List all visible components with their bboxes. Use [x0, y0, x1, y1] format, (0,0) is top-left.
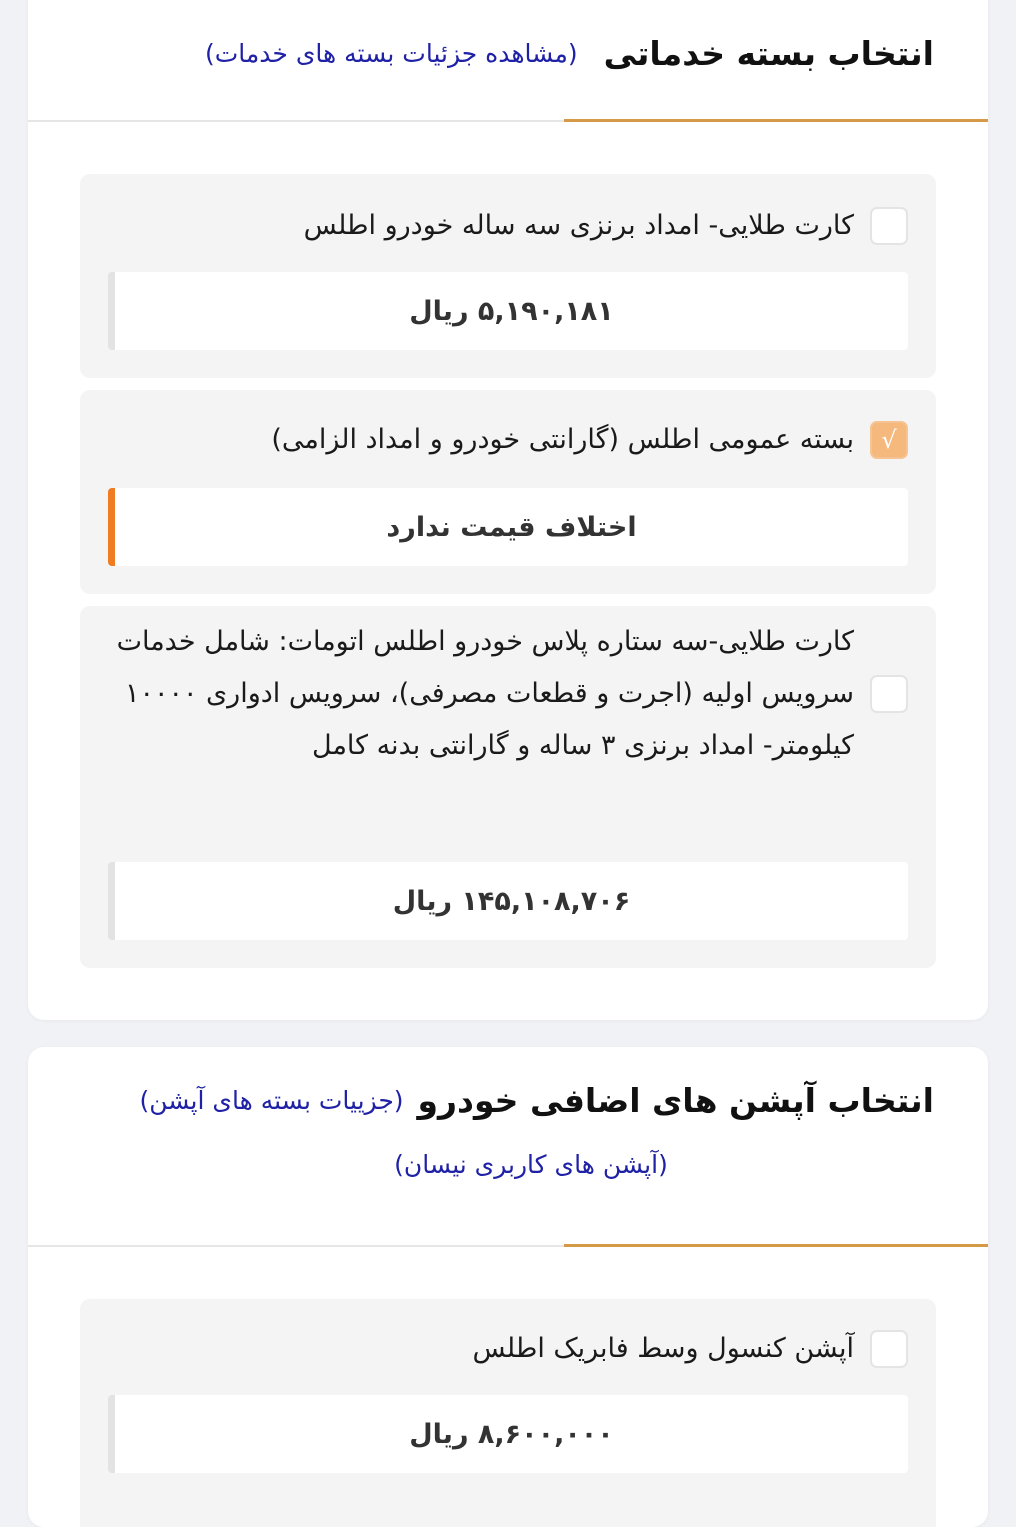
service-package-title: انتخاب بسته خدماتی — [603, 34, 934, 73]
option-details-link[interactable]: (جزییات بسته های آپشن) — [139, 1086, 404, 1115]
option-item — [80, 1299, 936, 1527]
checkmark-icon: √ — [881, 426, 897, 454]
package-checkbox-checked[interactable] — [870, 421, 908, 459]
service-package-card — [28, 0, 988, 1020]
service-package-details-link[interactable]: (مشاهده جزئیات بسته های خدمات) — [205, 39, 578, 68]
header-accent-line — [564, 1244, 988, 1247]
option-label[interactable]: آپشن کنسول وسط فابریک اطلس — [472, 1333, 854, 1364]
package-checkbox[interactable] — [870, 207, 908, 245]
package-label[interactable]: بسته عمومی اطلس (گارانتی خودرو و امداد الزامی) — [271, 424, 854, 455]
service-package-header — [28, 0, 988, 122]
extra-options-title: انتخاب آپشن های اضافی خودرو — [417, 1081, 934, 1120]
package-price: ۵,۱۹۰,۱۸۱ ریال — [108, 272, 908, 350]
package-checkbox[interactable] — [870, 675, 908, 713]
extra-options-card — [28, 1047, 988, 1527]
service-package-item — [80, 606, 936, 968]
service-package-item — [80, 390, 936, 594]
option-price: ۸,۶۰۰,۰۰۰ ریال — [108, 1395, 908, 1473]
package-label[interactable]: کارت طلایی- امداد برنزی سه ساله خودرو اطلس — [303, 210, 854, 241]
package-price: اختلاف قیمت ندارد — [108, 488, 908, 566]
option-checkbox[interactable] — [870, 1330, 908, 1368]
package-price: ۱۴۵,۱۰۸,۷۰۶ ریال — [108, 862, 908, 940]
package-label[interactable]: کارت طلایی-سه ستاره پلاس خودرو اطلس اتومات: شامل خدمات سرویس اولیه (اجرت و قطعات مصرفی)، سرویس ادواری ۱۰۰۰۰ کیلومتر- امداد برنزی ۳ ساله و گارانتی بدنه کامل — [116, 626, 854, 761]
header-accent-line — [564, 119, 988, 122]
user-options-link[interactable]: (آپشن های کاربری نیسان) — [394, 1150, 668, 1179]
extra-options-header — [28, 1047, 988, 1247]
service-package-item — [80, 174, 936, 378]
